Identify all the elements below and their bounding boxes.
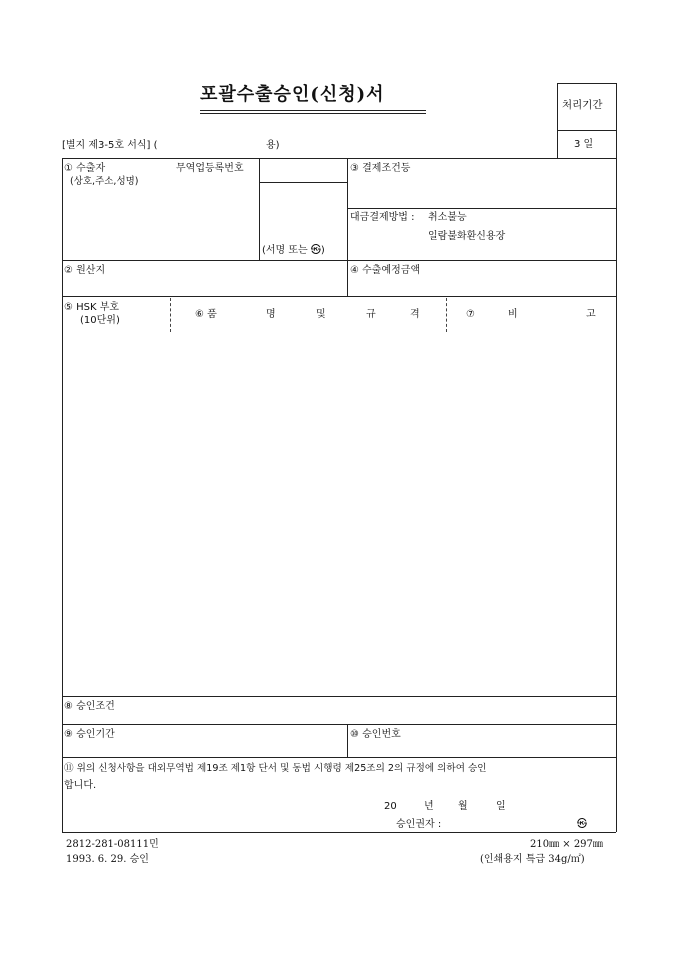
item-heading-char-1: ⑥ 품	[195, 309, 217, 320]
trade-reg-label: 무역업등록번호	[176, 163, 244, 174]
row2-bottom	[62, 296, 616, 297]
item-heading-char-4: 규	[366, 309, 376, 320]
trade-reg-underline	[259, 182, 347, 183]
hsk-label: ⑤ HSK 부호	[64, 302, 120, 313]
payment-terms-divider	[347, 208, 616, 209]
footer-code: 2812-281-08111민	[66, 839, 159, 850]
processing-label: 처리기간	[562, 99, 603, 111]
payment-terms-label: ③ 결제조건등	[350, 163, 411, 174]
approval-number-label: ⑩ 승인번호	[350, 729, 401, 740]
processing-box-left	[557, 83, 558, 158]
processing-value: 3 일	[574, 139, 594, 150]
form-number: [별지 제3-5호 서식] (	[62, 140, 158, 151]
item-heading-char-5: 격	[410, 309, 420, 320]
authority-label: 승인권자 :	[396, 819, 442, 830]
divider-center	[347, 158, 348, 296]
processing-box-top	[557, 83, 616, 84]
footer-size: 210㎜ × 297㎜	[530, 839, 603, 850]
frame-bottom	[62, 832, 616, 833]
item-heading-char-3: 및	[316, 309, 326, 320]
seal-mark: ㉿	[577, 819, 587, 830]
date-month-label: 월	[458, 801, 468, 812]
frame-top	[62, 158, 616, 159]
frame-right	[616, 158, 617, 832]
approval-row-divider	[347, 724, 348, 757]
approval-period-top	[62, 724, 616, 725]
exporter-sub: (상호,주소,성명)	[70, 176, 139, 187]
title-underline-2	[200, 113, 426, 114]
divider-trade-reg-left	[259, 158, 260, 260]
approval-terms-label: ⑧ 승인조건	[64, 701, 115, 712]
statement-top	[62, 757, 616, 758]
export-amount-label: ④ 수출예정금액	[350, 265, 421, 276]
form-title: 포괄수출승인(신청)서	[200, 84, 385, 105]
form-use: 용)	[266, 140, 280, 151]
remark-heading-char-2: 비	[508, 309, 518, 320]
statement-line-1: ⑪ 위의 신청사항을 대외무역법 제19조 제1항 단서 및 동법 시행령 제25조의 2의 규정에 의하여 승인	[64, 763, 487, 774]
goods-dashed-divider-2	[446, 298, 447, 332]
date-day-label: 일	[496, 801, 506, 812]
footer-paper: (인쇄용지 특급 34g/㎡)	[480, 854, 585, 865]
hsk-sub: (10단위)	[80, 315, 120, 326]
sign-note: (서명 또는 ㉿)	[262, 245, 325, 256]
item-heading-char-2: 명	[266, 309, 276, 320]
approval-period-label: ⑨ 승인기간	[64, 729, 115, 740]
title-underline	[200, 110, 426, 111]
approval-terms-top	[62, 696, 616, 697]
processing-box-mid	[557, 130, 616, 131]
processing-box-right	[616, 83, 617, 158]
origin-label: ② 원산지	[64, 265, 106, 276]
goods-dashed-divider-1	[170, 298, 171, 332]
footer-approved: 1993. 6. 29. 승인	[66, 854, 149, 865]
payment-method-value-1: 취소불능	[428, 212, 467, 223]
payment-method-label: 대금결제방법 :	[350, 212, 415, 223]
remark-heading-char-1: ⑦	[466, 309, 475, 320]
remark-heading-char-3: 고	[586, 309, 596, 320]
statement-line-2: 합니다.	[64, 780, 97, 791]
date-year-label: 년	[424, 801, 434, 812]
row1-bottom	[62, 260, 616, 261]
date-year-prefix: 20	[384, 801, 397, 812]
exporter-label: ① 수출자	[64, 163, 106, 174]
payment-method-value-2: 일람불화환신용장	[428, 231, 506, 242]
